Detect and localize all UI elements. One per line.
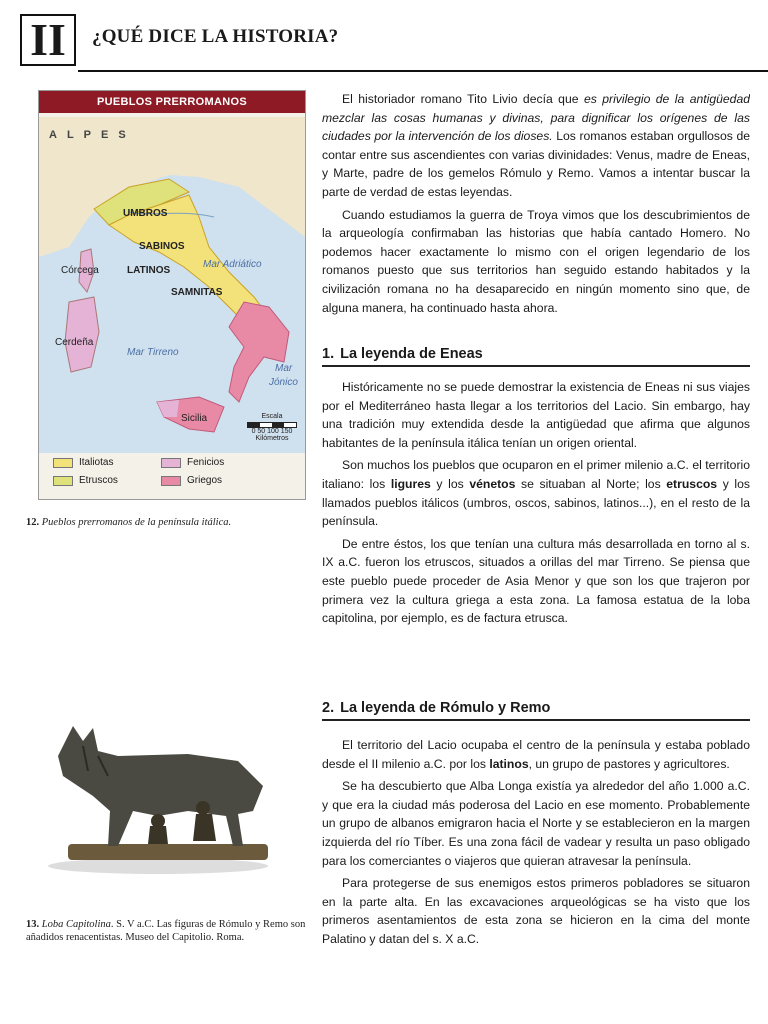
map-label-sicilia: Sicilia — [181, 413, 208, 424]
map-caption — [26, 516, 306, 529]
section-1-text — [322, 378, 750, 628]
section-2-text — [322, 736, 750, 949]
legend-swatch — [53, 458, 73, 468]
chapter-number: II — [20, 14, 76, 66]
scale-unit: Kilómetros — [255, 435, 289, 442]
map-label-corcega: Córcega — [61, 265, 99, 276]
legend-swatch — [53, 476, 73, 486]
map-label-mar-adriatico: Mar Adriático — [203, 259, 262, 270]
scale-label: Escala — [261, 413, 283, 420]
map-scale — [247, 413, 297, 442]
scale-ticks: 0 50 100 150 — [251, 428, 293, 435]
caption-number: 13. — [26, 919, 40, 930]
intro-paragraph-1: El historiador romano Tito Livio decía que es privilegio de la antigüedad mezclar las cosas humanas y divinas, para dignificar los orígenes de las ciudades por la intervención de los dioses. Los romanos estaban orgullosos de contar entre sus ascendientes con varias divinidades: Venus, madre de Eneas, y Marte, padre de los gemelos Rómulo y Remo. Vamos a intentar buscar la parte de verdad de estas leyendas. — [322, 92, 750, 199]
legend-item-etruscos — [53, 475, 118, 486]
legend-label: Griegos — [187, 475, 223, 486]
map-label-mar-jonico-2: Jónico — [269, 377, 298, 388]
loba-capitolina-image — [38, 716, 278, 876]
caption-text: Pueblos prerromanos de la península itálica. — [41, 517, 232, 528]
map-label-latinos: LATINOS — [127, 265, 171, 276]
legend-label: Fenicios — [187, 457, 225, 468]
caption-title: Loba Capitolina — [41, 919, 111, 930]
section-2-paragraph-3: Para protegerse de sus enemigos estos primeros pobladores se situaron en la parte alta. En las excavaciones arqueológicas se ha visto que los primeros asentamientos de esta zona se hicieron en la cima del monte Palatino y datan del s. X a.C. — [322, 876, 750, 946]
map-figure — [38, 90, 306, 500]
caption-text: . S. V a.C. Las figuras de Rómulo y Remo son añadidos renacentistas. Museo del Capitolio. Roma. — [26, 919, 306, 943]
legend-swatch — [161, 476, 181, 486]
map-label-mar-jonico-1: Mar — [275, 363, 293, 374]
section-2-paragraph-1: El territorio del Lacio ocupaba el centro de la península y estaba poblado desde el II milenio a.C. por los latinos, un grupo de pastores y agricultores. — [322, 738, 750, 771]
map-label-mar-tirreno: Mar Tirreno — [127, 347, 179, 358]
section-2-heading: 2. La leyenda de Rómulo y Remo — [322, 700, 750, 721]
section-1-paragraph-3: De entre éstos, los que tenían una cultura más desarrollada en torno al s. IX a.C. fueron los etruscos, situados a orillas del mar Tirreno. Se piensa que este pueblo puede proceder de Asia Menor y que son los que trajeron por primera vez la cultura griega a esta zona. La famosa estatua de la loba capitolina, por ejemplo, es de factura etrusca. — [322, 536, 750, 626]
section-1-paragraph-1: Históricamente no se puede demostrar la existencia de Eneas ni sus viajes por el Mediterráneo hasta llegar a los territorios del Lacio. Sin embargo, hay una tradición muy extendida desde la antigüedad que afirma que algunos habitantes de la península itálica tenían un origen oriental. — [322, 380, 750, 450]
legend-item-italiotas — [53, 457, 113, 468]
wolf-caption — [26, 918, 306, 944]
map-label-samnitas: SAMNITAS — [171, 287, 223, 298]
legend-swatch — [161, 458, 181, 468]
italy-map — [39, 117, 305, 453]
intro-paragraph-2: Cuando estudiamos la guerra de Troya vimos que los descubrimientos de la arqueología confirmaban las historias que había cantado Homero. No podemos hacer exactamente lo mismo con el origen legendario de los romanos puesto que sus territorios han seguido estando habitados y la civilización romana no ha desaparecido en ningún momento sino que, de alguna manera, ha continuado hasta ahora. — [322, 207, 750, 315]
section-2-paragraph-2: Se ha descubierto que Alba Longa existía ya alrededor del año 1.000 a.C. y que era la ciudad más poderosa del Lacio en ese momento. Probablemente un grupo de albanos emigraron hacia el Norte y se establecieron en la margen izquierda del río Tíber. Es una zona fácil de vadear y resulta un paso obligado para los comerciantes o viajeros que quieran atravesar la península. — [322, 779, 750, 868]
caption-number: 12. — [26, 517, 40, 528]
map-banner: PUEBLOS PRERROMANOS — [39, 91, 305, 113]
legend-label: Etruscos — [79, 475, 118, 486]
section-1-paragraph-2: Son muchos los pueblos que ocuparon en el primer milenio a.C. el territorio italiano: los ligures y los vénetos se situaban al Norte; los etruscos y los llamados pueblos itálicos (umbros, oscos, sabinos, latinos...), en el resto de la península. — [322, 458, 750, 529]
legend-label: Italiotas — [79, 457, 114, 468]
header-rule — [78, 70, 768, 72]
section-1-heading: 1. La leyenda de Eneas — [322, 346, 750, 367]
legend-item-griegos — [161, 475, 222, 486]
map-label-alps: ALPES — [49, 129, 136, 141]
legend-item-fenicios — [161, 457, 224, 468]
map-label-umbros: UMBROS — [123, 208, 168, 219]
chapter-title: ¿QUÉ DICE LA HISTORIA? — [92, 26, 339, 47]
map-label-sabinos: SABINOS — [139, 241, 185, 252]
map-label-cerdena: Cerdeña — [55, 337, 94, 348]
intro-text — [322, 90, 750, 317]
